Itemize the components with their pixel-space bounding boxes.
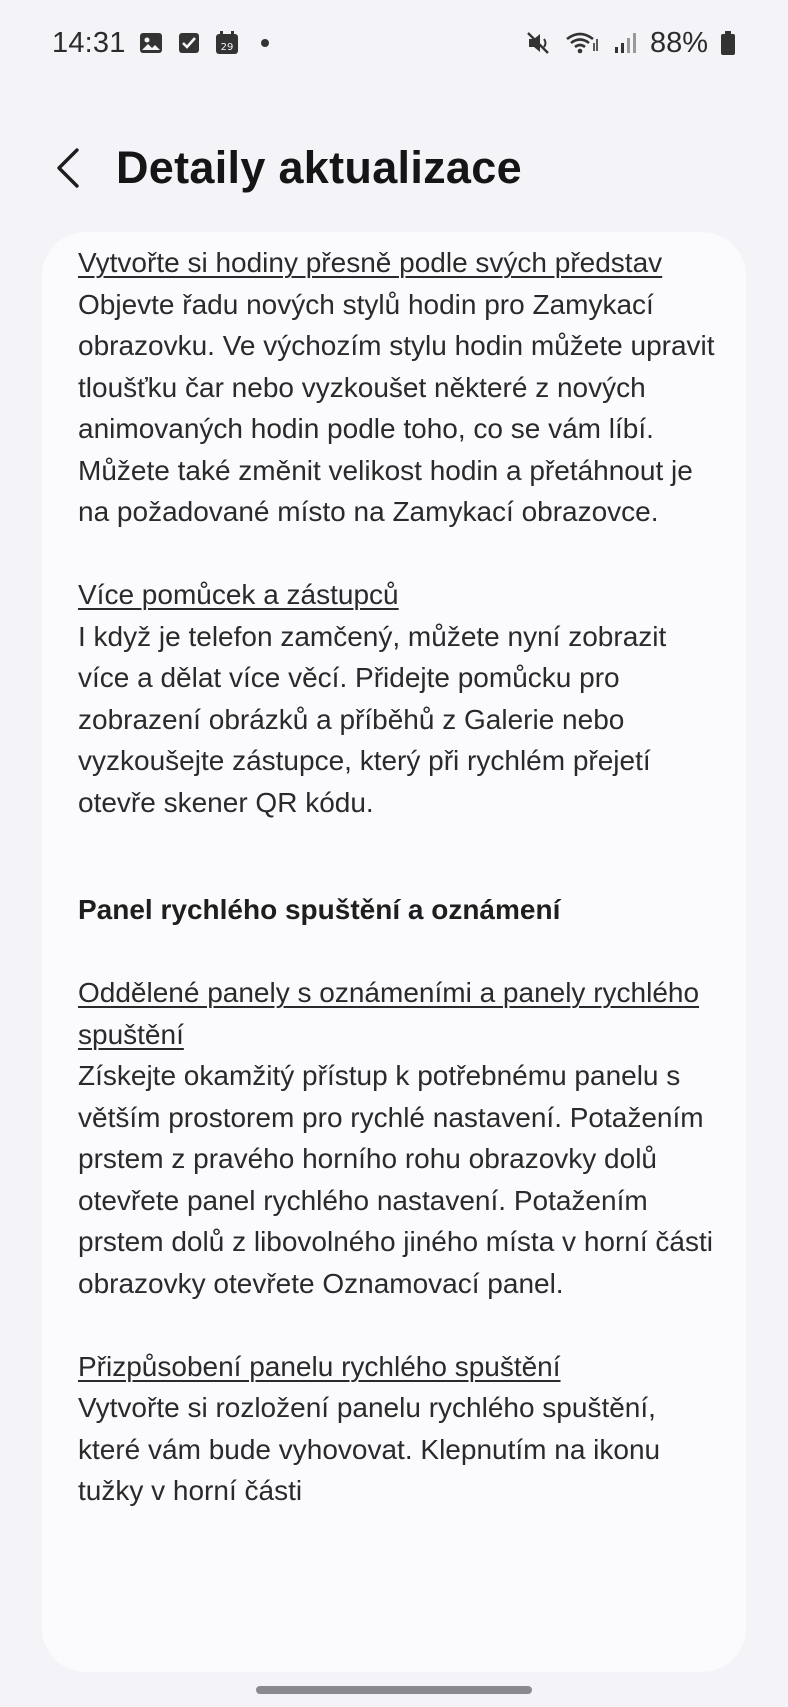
- customize-panel-text: Vytvořte si rozložení panelu rychlého spuštění, které vám bude vyhovovat. Klepnutím na ikonu tužky v horní části: [78, 1392, 661, 1506]
- widgets-shortcuts-link[interactable]: Více pomůcek a zástupců: [78, 579, 399, 610]
- spacer: [78, 1304, 718, 1346]
- update-details-content: [78, 242, 718, 1512]
- widgets-shortcuts-text: I když je telefon zamčený, můžete nyní zobrazit více a dělat více věcí. Přidejte pomůcku pro zobrazení obrázků a příběhů z Galerie nebo vyzkoušejte zástupce, který při rychlém přejetí otevře skener QR kódu.: [78, 620, 667, 818]
- spacer: [78, 533, 718, 575]
- page-title: Detaily aktualizace: [116, 141, 522, 193]
- spacer: [78, 823, 718, 889]
- checkbox-icon: [176, 30, 202, 56]
- home-indicator[interactable]: [256, 1686, 532, 1694]
- status-left: [52, 27, 278, 60]
- calendar-icon: [214, 30, 240, 56]
- status-time: 14:31: [52, 26, 126, 59]
- customize-panel-link[interactable]: Přizpůsobení panelu rychlého spuštění: [78, 1350, 561, 1382]
- wifi-icon: [564, 30, 600, 56]
- status-right: [526, 27, 736, 60]
- notification-dot-icon: [252, 30, 278, 56]
- separate-panels-link[interactable]: Oddělené panely s oznámeními a panely rychlého spuštění: [78, 977, 700, 1050]
- back-arrow-icon: [53, 146, 83, 190]
- mute-icon: [526, 30, 552, 56]
- gallery-icon: [138, 30, 164, 56]
- spacer: [78, 931, 718, 973]
- clock-styles-text: Objevte řadu nových stylů hodin pro Zamykací obrazovku. Ve výchozím stylu hodin můžete upravit tloušťku čar nebo vyzkoušet některé z nových animovaných hodin podle toho, co se vám líbí. Můžete také změnit velikost hodin a přetáhnout je na požadované místo na Zamykací obrazovce.: [78, 288, 715, 527]
- battery-percentage: 88%: [649, 26, 708, 59]
- back-button[interactable]: [38, 138, 98, 198]
- signal-icon: [612, 30, 638, 56]
- clock-styles-link[interactable]: Vytvořte si hodiny přesně podle svých představ: [78, 247, 663, 278]
- battery-icon: [720, 30, 736, 56]
- app-header: [0, 125, 788, 210]
- separate-panels-text: Získejte okamžitý přístup k potřebnému panelu s větším prostorem pro rychlé nastavení. Potažením prstem z pravého horního rohu obrazovky dolů otevřete panel rychlého nastavení. Potažením prstem dolů z libovolného jiného místa v horní části obrazovky otevřete Oznamovací panel.: [78, 1060, 713, 1299]
- svg-text:29: 29: [220, 42, 233, 53]
- status-bar: [0, 0, 788, 86]
- update-details-card[interactable]: [42, 232, 746, 1672]
- section-heading: Panel rychlého spuštění a oznámení: [78, 894, 561, 925]
